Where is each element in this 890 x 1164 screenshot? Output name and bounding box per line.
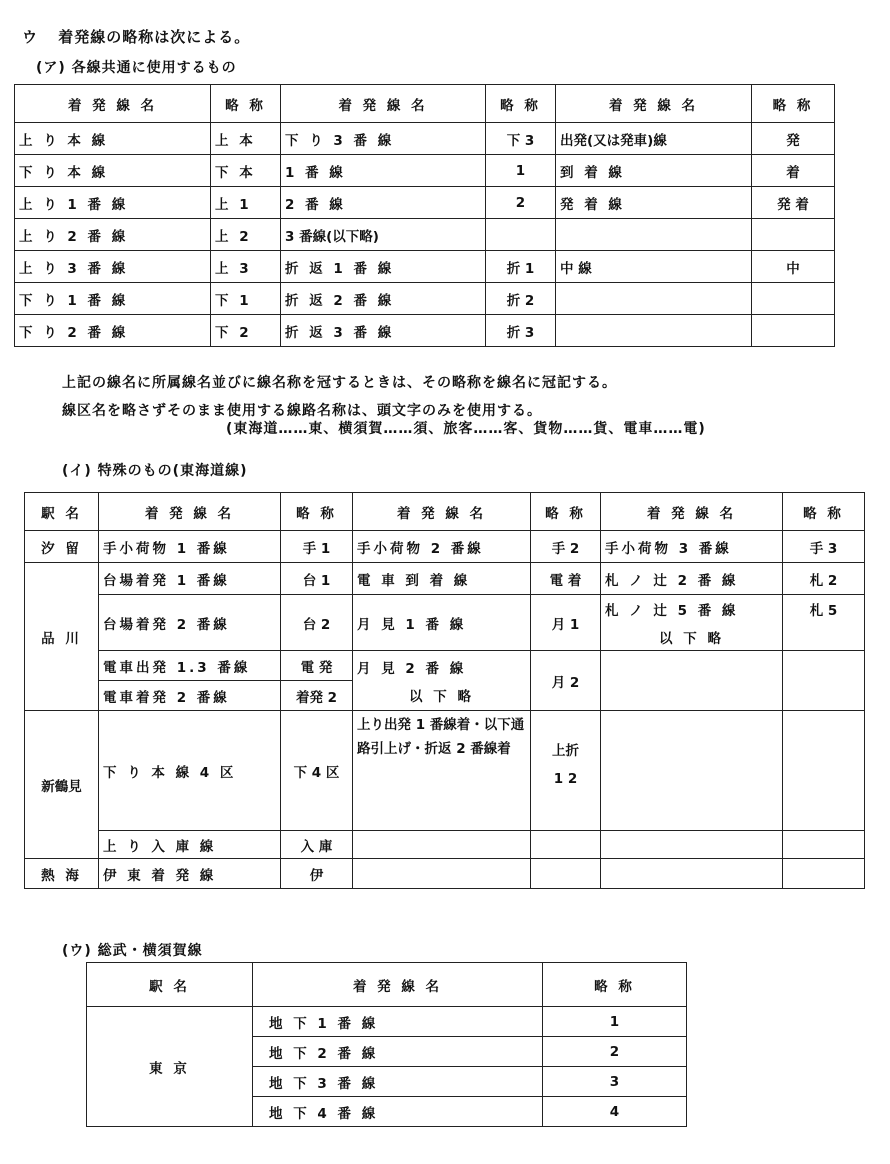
table-cell [486, 219, 556, 251]
table-cell: 電 着 [531, 563, 601, 595]
table-cell: 地 下 1 番 線 [253, 1007, 543, 1037]
table-cell [752, 283, 835, 315]
table-cell: 上 1 [211, 187, 281, 219]
table-cell [783, 651, 865, 711]
cell-line: 1 2 [553, 771, 578, 787]
table-cell: 下 り 本 線 [15, 155, 211, 187]
header-cell: 着 発 線 名 [281, 85, 486, 123]
table-cell: 2 [486, 187, 556, 219]
table-cell: 折 返 2 番 線 [281, 283, 486, 315]
header-cell: 略 称 [783, 493, 865, 531]
header-cell: 略 称 [486, 85, 556, 123]
table-section-c [86, 962, 687, 1127]
table-cell: 3 [543, 1067, 687, 1097]
table-header-row [15, 85, 835, 123]
table-cell: 手小荷物 1 番線 [99, 531, 281, 563]
table-cell: 下 4 区 [281, 711, 353, 831]
station-cell: 新鶴見 [25, 711, 99, 859]
table-cell [353, 831, 531, 859]
note-line-2: 線区名を略さずそのまま使用する線路名称は、頭文字のみを使用する。 [62, 403, 542, 419]
table-cell: 2 番 線 [281, 187, 486, 219]
table-cell: 折 返 3 番 線 [281, 315, 486, 347]
table-cell: 1 番 線 [281, 155, 486, 187]
table-cell: 下 り 3 番 線 [281, 123, 486, 155]
table-cell: 折 2 [486, 283, 556, 315]
table-cell: 台場着発 2 番線 [99, 595, 281, 651]
table-cell [783, 711, 865, 831]
table-cell: 上 り 本 線 [15, 123, 211, 155]
table-cell [556, 315, 752, 347]
header-cell: 着 発 線 名 [253, 963, 543, 1007]
header-cell: 駅 名 [25, 493, 99, 531]
table-cell: 下 り 2 番 線 [15, 315, 211, 347]
table-cell: 到 着 線 [556, 155, 752, 187]
table-cell: 電 車 到 着 線 [353, 563, 531, 595]
table-cell [601, 595, 783, 651]
table-row [25, 595, 865, 651]
table-cell: 上 り 3 番 線 [15, 251, 211, 283]
table-cell: 下 本 [211, 155, 281, 187]
table-cell [601, 651, 783, 711]
table-cell [556, 283, 752, 315]
header-cell: 駅 名 [87, 963, 253, 1007]
table-row [25, 859, 865, 889]
table-cell: 手小荷物 3 番線 [601, 531, 783, 563]
note-line-1: 上記の線名に所属線名並びに線名称を冠するときは、その略称を線名に冠記する。 [62, 375, 617, 391]
table-cell [601, 831, 783, 859]
heading-marker: ウ [22, 28, 39, 46]
table-cell: 1 [486, 155, 556, 187]
table-cell: 折 1 [486, 251, 556, 283]
table-cell: 入 庫 [281, 831, 353, 859]
table-cell: 中 線 [556, 251, 752, 283]
cell-line: 以 下 略 [659, 631, 724, 647]
table-cell: 下 1 [211, 283, 281, 315]
table-cell: 札 5 [783, 595, 865, 651]
section-b-title: (イ) 特殊のもの(東海道線) [62, 463, 248, 479]
table-cell [752, 219, 835, 251]
table-cell [783, 831, 865, 859]
cell-line: 以 下 略 [409, 688, 474, 705]
table-cell: 出発(又は発車)線 [556, 123, 752, 155]
table-cell [353, 859, 531, 889]
table-cell: 手小荷物 2 番線 [353, 531, 531, 563]
table-cell: 4 [543, 1097, 687, 1127]
table-cell: 台 1 [281, 563, 353, 595]
table-row [25, 563, 865, 595]
table-row [25, 651, 865, 681]
heading [22, 26, 250, 47]
table-header-row [25, 493, 865, 531]
table-cell: 札 2 [783, 563, 865, 595]
table-row [15, 219, 835, 251]
table-cell: 台場着発 1 番線 [99, 563, 281, 595]
table-section-b [24, 492, 865, 889]
table-cell: 電車出発 1.3 番線 [99, 651, 281, 681]
header-cell: 着 発 線 名 [99, 493, 281, 531]
table-row [15, 187, 835, 219]
table-cell [531, 831, 601, 859]
table-cell: 手 3 [783, 531, 865, 563]
section-c-title: (ウ) 総武・横須賀線 [62, 943, 203, 959]
table-cell: 2 [543, 1037, 687, 1067]
station-cell: 汐 留 [25, 531, 99, 563]
table-cell: 月 2 [531, 651, 601, 711]
table-cell: 発 [752, 123, 835, 155]
table-cell [353, 651, 531, 711]
header-cell: 着 発 線 名 [601, 493, 783, 531]
table-cell: 地 下 3 番 線 [253, 1067, 543, 1097]
cell-line: 月 見 2 番 線 [357, 660, 467, 677]
table-cell: 上 本 [211, 123, 281, 155]
table-cell: 上 り 1 番 線 [15, 187, 211, 219]
table-cell: 手 2 [531, 531, 601, 563]
table-cell: 折 返 1 番 線 [281, 251, 486, 283]
cell-line: 上折 [552, 743, 579, 759]
header-cell: 略 称 [752, 85, 835, 123]
table-cell [601, 859, 783, 889]
header-cell: 着 発 線 名 [15, 85, 211, 123]
table-section-a [14, 84, 835, 347]
table-cell: 月 見 1 番 線 [353, 595, 531, 651]
table-cell: 上 り 入 庫 線 [99, 831, 281, 859]
table-cell: 札 ノ 辻 2 番 線 [601, 563, 783, 595]
table-cell: 台 2 [281, 595, 353, 651]
station-cell: 熱 海 [25, 859, 99, 889]
table-header-row [87, 963, 687, 1007]
table-cell: 電 発 [281, 651, 353, 681]
table-cell: 下 り 1 番 線 [15, 283, 211, 315]
table-cell [531, 859, 601, 889]
table-cell: 電車着発 2 番線 [99, 681, 281, 711]
table-cell: 上 3 [211, 251, 281, 283]
table-cell [556, 219, 752, 251]
table-cell: 上 り 2 番 線 [15, 219, 211, 251]
note-line-3: (東海道……東、横須賀……須、旅客……客、貨物……貨、電車……電) [226, 421, 706, 437]
table-row [25, 711, 865, 831]
table-cell: 下 2 [211, 315, 281, 347]
table-row [15, 123, 835, 155]
table-cell: 折 3 [486, 315, 556, 347]
table-cell: 着 [752, 155, 835, 187]
station-cell: 品 川 [25, 563, 99, 711]
header-cell: 着 発 線 名 [353, 493, 531, 531]
table-cell: 伊 [281, 859, 353, 889]
table-row [25, 531, 865, 563]
section-a-title: (ア) 各線共通に使用するもの [36, 60, 237, 76]
table-cell: 発 着 [752, 187, 835, 219]
station-cell: 東 京 [87, 1007, 253, 1127]
table-row [15, 251, 835, 283]
table-cell [601, 711, 783, 831]
table-cell: 手 1 [281, 531, 353, 563]
table-cell: 3 番線(以下略) [281, 219, 486, 251]
table-cell: 地 下 4 番 線 [253, 1097, 543, 1127]
table-row [15, 283, 835, 315]
table-cell: 月 1 [531, 595, 601, 651]
table-row [15, 155, 835, 187]
header-cell: 略 称 [281, 493, 353, 531]
table-cell: 伊 東 着 発 線 [99, 859, 281, 889]
table-cell: 1 [543, 1007, 687, 1037]
table-cell [783, 859, 865, 889]
table-cell [353, 711, 531, 831]
table-cell: 地 下 2 番 線 [253, 1037, 543, 1067]
cell-text: 上り出発 1 番線着・以下通路引上げ・折返 2 番線着 [357, 717, 525, 757]
table-row [87, 1007, 687, 1037]
table-cell: 下 り 本 線 4 区 [99, 711, 281, 831]
table-cell [752, 315, 835, 347]
heading-text: 着発線の略称は次による。 [58, 28, 251, 46]
table-cell [531, 711, 601, 831]
header-cell: 略 称 [543, 963, 687, 1007]
header-cell: 略 称 [531, 493, 601, 531]
table-cell: 着発 2 [281, 681, 353, 711]
table-cell: 上 2 [211, 219, 281, 251]
header-cell: 略 称 [211, 85, 281, 123]
table-cell: 中 [752, 251, 835, 283]
table-cell: 下 3 [486, 123, 556, 155]
cell-line: 札 ノ 辻 5 番 線 [605, 603, 739, 619]
table-cell: 発 着 線 [556, 187, 752, 219]
header-cell: 着 発 線 名 [556, 85, 752, 123]
table-row [25, 831, 865, 859]
table-row [15, 315, 835, 347]
